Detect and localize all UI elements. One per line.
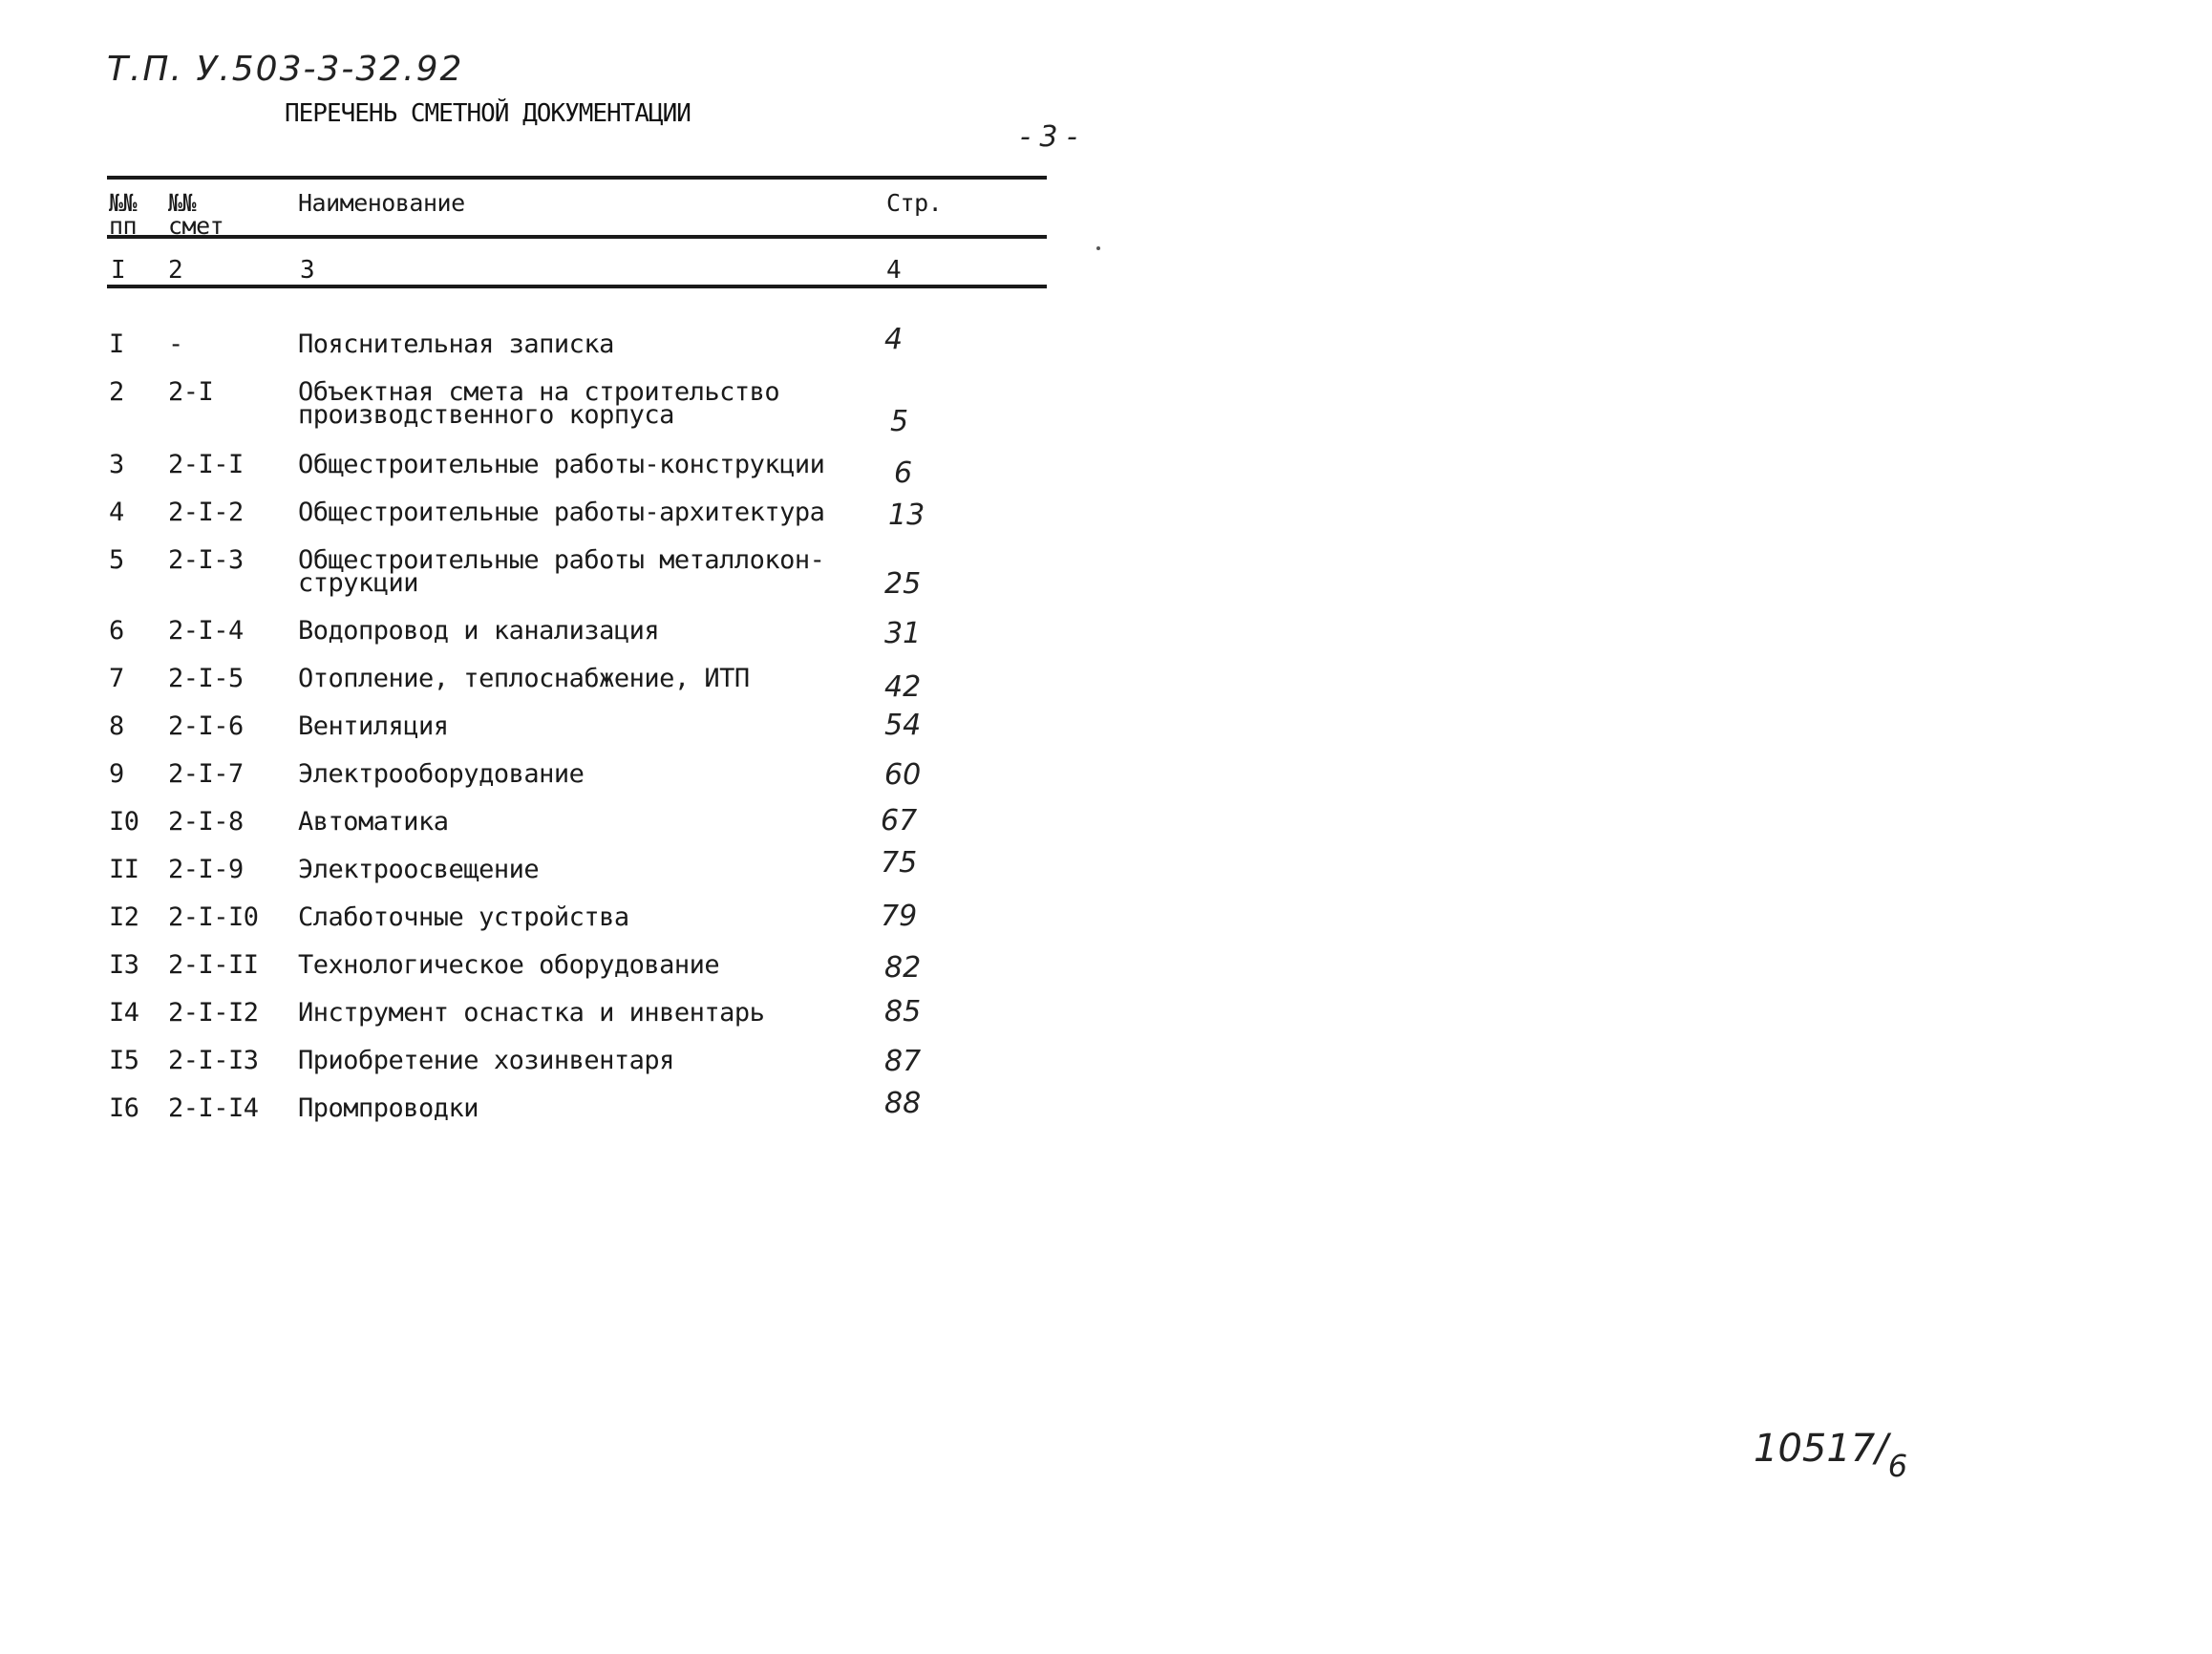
page-reference: 87 bbox=[884, 1045, 922, 1078]
item-name: Объектная смета на строительство bbox=[298, 377, 780, 407]
archive-number-main: 10517/ bbox=[1754, 1427, 1888, 1471]
estimate-number: 2-I-2 bbox=[168, 498, 244, 527]
item-name: Технологическое оборудование bbox=[298, 950, 720, 980]
item-name: Приобретение хозинвентаря bbox=[298, 1046, 674, 1075]
page-reference: 13 bbox=[888, 498, 925, 532]
item-name: Пояснительная записка bbox=[298, 329, 614, 359]
page-reference: 31 bbox=[884, 617, 922, 650]
estimate-number: 2-I-I0 bbox=[168, 902, 259, 932]
row-number: II bbox=[109, 855, 139, 884]
row-number: 9 bbox=[109, 759, 124, 789]
column-number-4: 4 bbox=[886, 256, 902, 285]
page-reference: 79 bbox=[881, 900, 918, 933]
estimate-number: 2-I-4 bbox=[168, 616, 244, 646]
document-code: Т.П. У.503-3-32.92 bbox=[107, 50, 464, 89]
estimate-number: 2-I-7 bbox=[168, 759, 244, 789]
column-number-3: 3 bbox=[300, 256, 315, 285]
stray-mark bbox=[1096, 246, 1100, 250]
item-name: струкции bbox=[298, 568, 419, 598]
page-reference: 4 bbox=[884, 323, 904, 356]
row-number: 8 bbox=[109, 711, 124, 741]
estimate-number: 2-I-6 bbox=[168, 711, 244, 741]
header-estimate-number-top: №№ bbox=[168, 189, 197, 217]
item-name: производственного корпуса bbox=[298, 400, 674, 430]
page-reference: 82 bbox=[884, 951, 922, 985]
estimate-number: 2-I-9 bbox=[168, 855, 244, 884]
estimate-number: 2-I-II bbox=[168, 950, 259, 980]
estimate-number: 2-I-I4 bbox=[168, 1093, 259, 1123]
table-header-rule bbox=[107, 235, 1047, 239]
item-name: Автоматика bbox=[298, 807, 449, 837]
page-reference: 42 bbox=[884, 670, 922, 704]
estimate-number: - bbox=[168, 329, 183, 359]
page-reference: 60 bbox=[884, 758, 922, 792]
item-name: Инструмент оснастка и инвентарь bbox=[298, 998, 765, 1028]
item-name: Общестроительные работы металлокон- bbox=[298, 545, 825, 575]
page-reference: 25 bbox=[884, 567, 922, 601]
estimate-number: 2-I bbox=[168, 377, 214, 407]
document-title: ПЕРЕЧЕНЬ СМЕТНОЙ ДОКУМЕНТАЦИИ bbox=[285, 99, 691, 128]
estimate-number: 2-I-5 bbox=[168, 664, 244, 693]
header-page: Стр. bbox=[886, 189, 943, 217]
row-number: 4 bbox=[109, 498, 124, 527]
row-number: I3 bbox=[109, 950, 139, 980]
column-number-2: 2 bbox=[168, 256, 183, 285]
page-number: - 3 - bbox=[1020, 120, 1077, 154]
row-number: I0 bbox=[109, 807, 139, 837]
page-reference: 75 bbox=[881, 846, 918, 880]
item-name: Общестроительные работы-архитектура bbox=[298, 498, 825, 527]
item-name: Слаботочные устройства bbox=[298, 902, 629, 932]
page-reference: 85 bbox=[884, 995, 922, 1028]
archive-number bbox=[1754, 1427, 1908, 1484]
column-number-1: I bbox=[111, 256, 126, 285]
item-name: Электрооборудование bbox=[298, 759, 585, 789]
row-number: I5 bbox=[109, 1046, 139, 1075]
header-name: Наименование bbox=[298, 189, 465, 217]
estimate-number: 2-I-8 bbox=[168, 807, 244, 837]
header-row-number-top: №№ bbox=[109, 189, 138, 217]
header-row-number-bottom: пп bbox=[109, 212, 138, 240]
item-name: Электроосвещение bbox=[298, 855, 540, 884]
row-number: 3 bbox=[109, 450, 124, 479]
page-reference: 5 bbox=[890, 405, 909, 438]
header-estimate-number-bottom: смет bbox=[168, 212, 224, 240]
item-name: Общестроительные работы-конструкции bbox=[298, 450, 825, 479]
row-number: I4 bbox=[109, 998, 139, 1028]
row-number: 7 bbox=[109, 664, 124, 693]
row-number: I bbox=[109, 329, 124, 359]
row-number: 6 bbox=[109, 616, 124, 646]
row-number: 5 bbox=[109, 545, 124, 575]
page-reference: 6 bbox=[894, 456, 913, 490]
table-column-numbers-rule bbox=[107, 285, 1047, 288]
page-reference: 88 bbox=[884, 1087, 922, 1120]
item-name: Вентиляция bbox=[298, 711, 449, 741]
row-number: 2 bbox=[109, 377, 124, 407]
estimate-number: 2-I-3 bbox=[168, 545, 244, 575]
item-name: Отопление, теплоснабжение, ИТП bbox=[298, 664, 750, 693]
estimate-number: 2-I-I2 bbox=[168, 998, 259, 1028]
page-reference: 54 bbox=[884, 709, 922, 742]
estimate-number: 2-I-I bbox=[168, 450, 244, 479]
archive-number-suffix: 6 bbox=[1887, 1448, 1908, 1484]
page-reference: 67 bbox=[881, 804, 918, 838]
row-number: I6 bbox=[109, 1093, 139, 1123]
row-number: I2 bbox=[109, 902, 139, 932]
item-name: Промпроводки bbox=[298, 1093, 479, 1123]
table-top-rule bbox=[107, 176, 1047, 180]
estimate-number: 2-I-I3 bbox=[168, 1046, 259, 1075]
item-name: Водопровод и канализация bbox=[298, 616, 660, 646]
